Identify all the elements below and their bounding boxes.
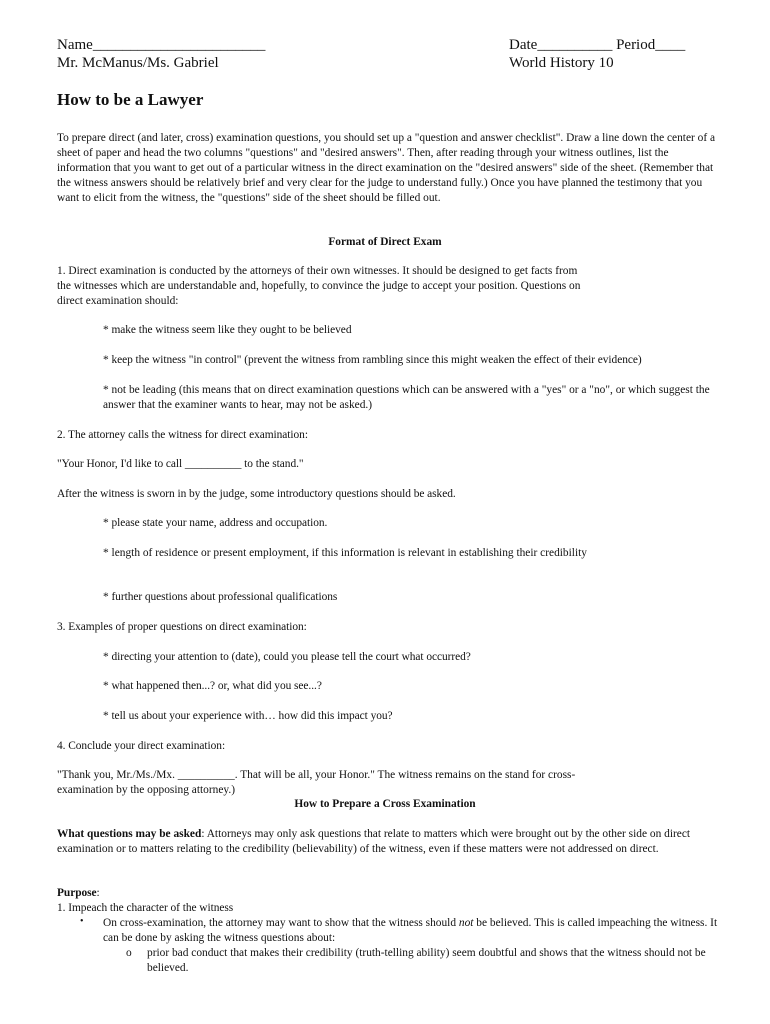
course-name: World History 10 bbox=[509, 55, 614, 71]
what-questions-label: What questions may be asked bbox=[57, 828, 202, 840]
direct-point-3: 3. Examples of proper questions on direct examination: bbox=[57, 621, 307, 633]
intro-paragraph: To prepare direct (and later, cross) examination questions, you should set up a "question and answer checklist". Draw a line down the center of a sheet of paper and head the two columns "questions" and "desired answers". Then, after reading through your witness outlines, list the information that you want to get out of a particular witness in the direct examination on the "desired answers" side of the sheet. (Remember that the witness answers should be relatively brief and very clear for the judge to understand fully.) Once you have planned the testimony that you want to elicit from the witness, the "questions" side of the sheet should be filled out. bbox=[57, 132, 716, 204]
example-question-2: * what happened then...? or, what did you see...? bbox=[103, 680, 322, 692]
intro-question-2: * length of residence or present employment, if this information is relevant in establishing their credibility bbox=[103, 547, 587, 559]
date-period-line: Date__________ Period____ bbox=[509, 37, 686, 53]
intro-question-1: * please state your name, address and occupation. bbox=[103, 517, 328, 529]
cross-exam-heading: How to Prepare a Cross Examination bbox=[294, 798, 476, 810]
purpose-label: Purpose bbox=[57, 887, 97, 899]
purpose-item-1: 1. Impeach the character of the witness bbox=[57, 902, 234, 914]
what-questions-paragraph bbox=[57, 827, 725, 857]
direct-point-2: 2. The attorney calls the witness for direct examination: bbox=[57, 429, 308, 441]
name-line: Name_______________________ bbox=[57, 37, 266, 53]
prior-bad-conduct-item: prior bad conduct that makes their credibility (truth-telling ability) seem doubtful and shows that the witness should not be believed. bbox=[147, 947, 706, 974]
sub-bullet-icon: o bbox=[126, 947, 132, 959]
bullet-icon: • bbox=[80, 916, 84, 927]
purpose-heading bbox=[57, 886, 100, 901]
direct-item-3: * not be leading (this means that on direct examination questions which can be answered with a "yes" or a "no", or which suggest the answer that the examiner wants to hear, may not be asked.) bbox=[103, 384, 710, 411]
direct-item-2: * keep the witness "in control" (prevent the witness from rambling since this might weaken the effect of their evidence) bbox=[103, 354, 642, 366]
direct-point-4: 4. Conclude your direct examination: bbox=[57, 740, 226, 752]
intro-question-3: * further questions about professional qualifications bbox=[103, 591, 338, 603]
call-quote: "Your Honor, I'd like to call __________ to the stand." bbox=[57, 458, 304, 470]
after-sworn-text: After the witness is sworn in by the judge, some introductory questions should be asked. bbox=[57, 488, 456, 500]
example-question-3: * tell us about your experience with… how did this impact you? bbox=[103, 710, 393, 722]
impeach-text-emphasis: not bbox=[458, 917, 474, 929]
impeach-text-b: be believed. This is called impeaching the witness. It can be done by asking the witness questions about: bbox=[103, 917, 718, 944]
page-title: How to be a Lawyer bbox=[57, 90, 204, 109]
example-question-1: * directing your attention to (date), could you please tell the court what occurred? bbox=[103, 651, 471, 663]
direct-point-1: 1. Direct examination is conducted by the attorneys of their own witnesses. It should be designed to get facts from the witnesses which are understandable and, hopefully, to convince the judge to accept your position. Questions on direct examination should: bbox=[57, 265, 581, 307]
impeach-bullet-text bbox=[103, 916, 718, 946]
direct-exam-heading: Format of Direct Exam bbox=[328, 236, 442, 248]
purpose-colon: : bbox=[96, 887, 100, 899]
what-questions-text: : Attorneys may only ask questions that relate to matters which were brought out by the other side on direct examination or to matters relating to the credibility (believability) of the witness, even if these matters were not addressed on direct. bbox=[57, 828, 691, 855]
impeach-text-a: On cross-examination, the attorney may want to show that the witness should bbox=[103, 917, 459, 929]
closing-quote: "Thank you, Mr./Ms./Mx. __________. That will be all, your Honor." The witness remains on the stand for cross-examination by the opposing attorney.) bbox=[57, 769, 576, 796]
direct-item-1: * make the witness seem like they ought to be believed bbox=[103, 324, 352, 336]
teachers: Mr. McManus/Ms. Gabriel bbox=[57, 55, 219, 71]
